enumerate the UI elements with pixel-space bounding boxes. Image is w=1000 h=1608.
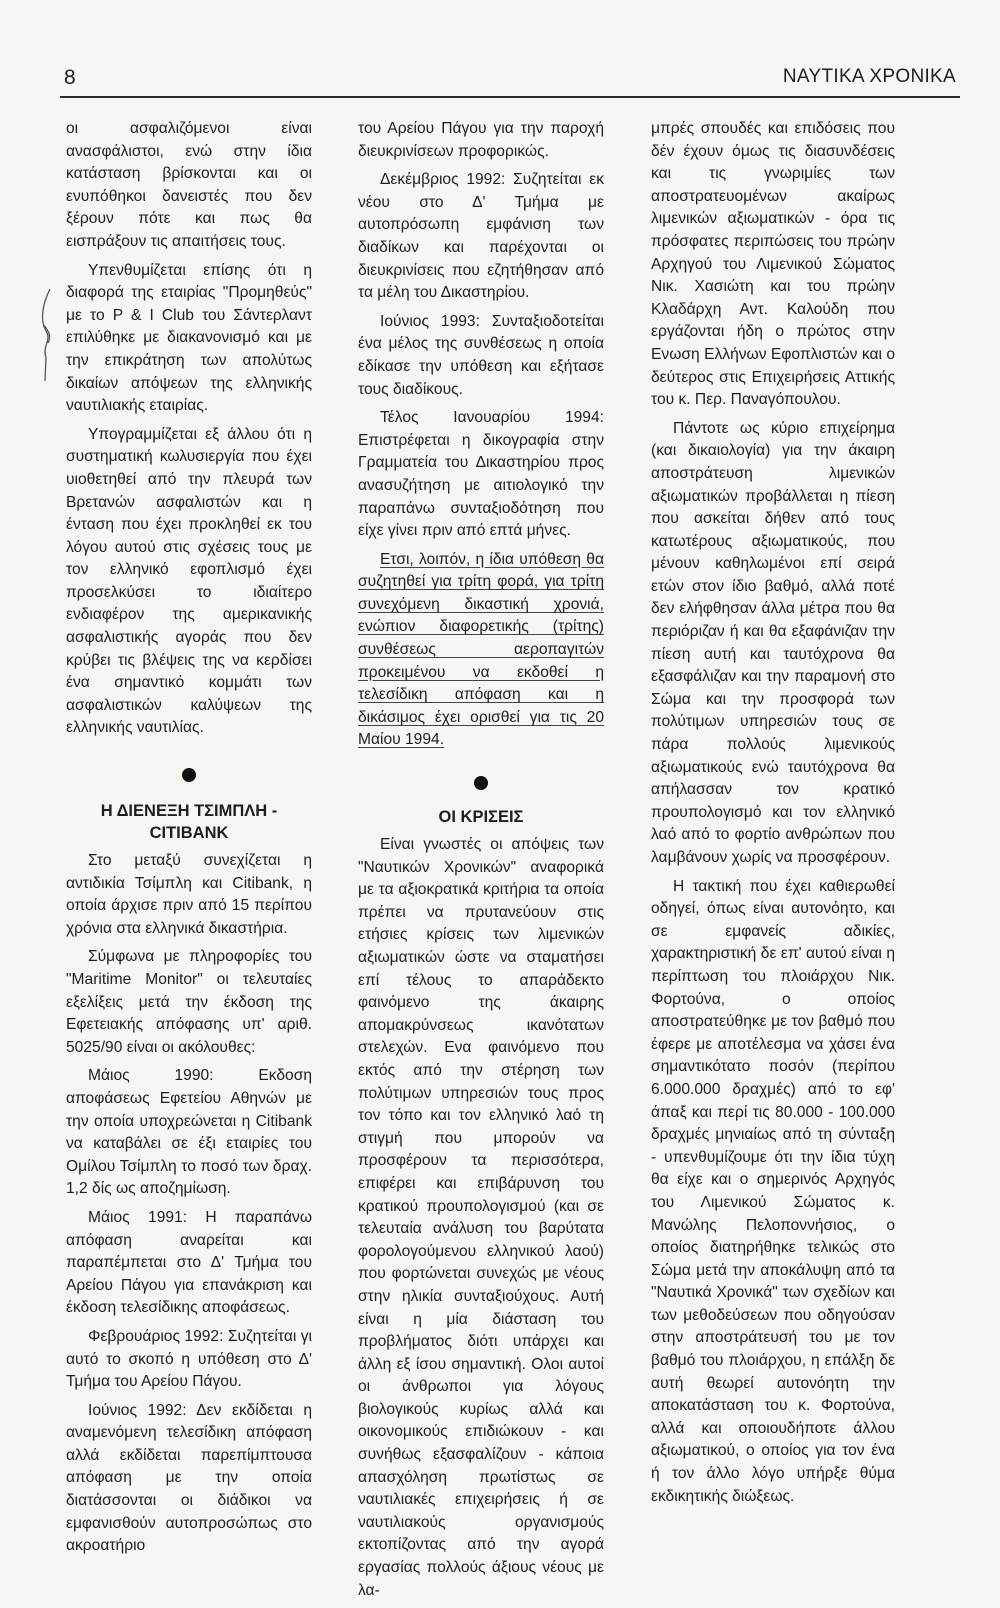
column-1 — [66, 118, 312, 1564]
running-head: ΝΑΥΤΙΚΑ ΧΡΟΝΙΚΑ — [782, 66, 956, 87]
paragraph: Τέλος Ιανουαρίου 1994: Επιστρέφεται η δικογραφία στην Γραμματεία του Δικαστηρίου προς ανασυζήτηση με αιτιολογικό την παραπάνω συνταξιοδότηση που είχε γίνει πριν από επτά μήνες. — [358, 409, 604, 540]
paragraph: Φεβρουάριος 1992: Συζητείται γι αυτό το σκοπό η υπόθεση στο Δ' Τμήμα του Αρείου Πάγου. — [66, 1327, 312, 1391]
paragraph: Στο μεταξύ συνεχίζεται η αντιδικία Τσίμπλη και Citibank, η οποία άρχισε πριν από 15 περίπου χρόνια στα ελληνικά δικαστήρια. — [66, 852, 312, 937]
paragraph: Μάιος 1990: Εκδοση αποφάσεως Εφετείου Αθηνών με την οποία υποχρεώνεται η Citibank να καταβάλει σε έξι εταιρίες του Ομίλου Τσίμπλη το ποσό των δραχ. 1,2 δίς ως αποζημίωση. — [66, 1067, 312, 1198]
paragraph: Πάντοτε ως κύριο επιχείρημα (και δικαιολογία) για την άκαιρη αποστράτευση λιμενικών αξιωματικών προβάλλεται η πίεση που ασκείται δήθεν από τους κατωτέρους αξιωματικούς, που μένουν καθηλωμένοι επί σειρά ετών στον ίδιο βαθμό, αλλά ποτέ δεν ελήφθησαν άλλα μέτρα που θα περιόριζαν ή και θα εξαφάνιζαν την πίεση αυτή και ταυτόχρονα θα εξασφάλιζαν και την παραμονή στο Σώμα και την προσφορά των πολύτιμων υπηρεσιών τους σε πάρα πολλούς λιμενικούς αξιωματικούς ενώ ταυτόχρονα θα απήλασσαν τον κρατικό προυπολογισμό και τον ελληνικό λαό από το φορτίο ανθρώπων που λαμβάνουν χωρίς να προσφέρουν. — [651, 419, 895, 866]
column-3 — [651, 118, 895, 1514]
paragraph: Υπενθυμίζεται επίσης ότι η διαφορά της εταιρίας "Προμηθεύς" με το P & I Club του Σάντερλαντ επιλύθηκε με διακανονισμό και με την επικράτηση των απολύτως δικαίων απόψεων της ελληνικής ναυτιλιακής εταιρίας. — [66, 261, 312, 415]
paragraph: Ιούνιος 1993: Συνταξιοδοτείται ένα μέλος της συνθέσεως η οποία εδίκασε την υπόθεση και εξήτασε τους διαδίκους. — [358, 312, 604, 398]
paragraph: Υπογραμμίζεται εξ άλλου ότι η συστηματική κωλυσιεργία που έχει υιοθετηθεί από την πλευρά των Βρετανών ασφαλιστών και η ένταση που έχει προκληθεί εκ του λόγου αυτού στις σχέσεις τους με τον ελληνικό εφοπλισμό έχει προσελκύσει το ιδιαίτερο ενδιαφέρον της αμερικανικής ασφαλιστικής αγοράς που δεν κρύβει τις βλέψεις της να κερδίσει ένα σημαντικό κομμάτι των ασφαλιστικών καλύψεων της ελληνικής ναυτιλίας. — [66, 425, 312, 737]
paragraph: Δεκέμβριος 1992: Συζητείται εκ νέου στο Δ' Τμήμα με αυτοπρόσωπη εμφάνιση των διαδίκων και παρέχονται οι διευκρινίσεις που εζητήθησαν από τα μέλη του Δικαστηρίου. — [358, 171, 604, 302]
section-title-krisis: ΟΙ ΚΡΙΣΕΙΣ — [438, 808, 524, 827]
page-number: 8 — [64, 66, 76, 89]
column-2 — [358, 118, 604, 1608]
paragraph: Η τακτική που έχει καθιερωθεί οδηγεί, όπως είναι αυτονόητο, και σε εμφανείς αδικίες, χαρακτηριστική δε επ' αυτού είναι η περίπτωση του πλοιάρχου Νικ. Φορτούνα, ο οποίος αποστρατεύθηκε με τον βαθμό που έφερε με αποτέλεσμα να χάσει ένα σημαντικότατο ποσόν (περίπου 6.000.000 δραχμές) από το εφ' άπαξ και περί τις 80.000 - 100.000 δραχμές μηνιαίως από τη σύνταξη - υπενθυμίζουμε ότι την ίδια τύχη θα είχε και ο σημερινός Αρχηγός του Λιμενικού Σώματος κ. Μανώλης Πελοποννήσιος, ο οποίος διατηρήθηκε τελικώς στο Σώμα μετά την αποκάλυψη από τα "Ναυτικά Χρονικά" των σχεδίων και των μεθοδεύσεων που οδηγούσαν στην αποστράτευσή του με τον βαθμό του πλοιάρχου, η επάλξη δε αυτή θεωρεί αυτονόητη την αποκατάσταση του κ. Φορτούνα, αλλά και οποιουδήποτε άλλου αξιωματικού, ο οποίος για τον ένα ή τον άλλο λόγο υπήρξε θύμα εκδικητικής διώξεως. — [651, 877, 895, 1505]
paragraph: Σύμφωνα με πληροφορίες του "Maritime Monitor" οι τελευταίες εξελίξεις μετά την έκδοση της Εφετειακής απόφασης υπ' αριθ. 5025/90 είναι οι ακόλουθες: — [66, 948, 312, 1056]
paragraph: Μάιος 1991: Η παραπάνω απόφαση αναρείται και παραπέμπεται στο Δ' Τμήμα του Αρείου Πάγου για επανάκριση και έκδοση τελεσίδικης αποφάσεως. — [66, 1208, 312, 1317]
paragraph: οι ασφαλιζόμενοι είναι ανασφάλιστοι, ενώ στην ίδια κατάσταση βρίσκονται και οι ενυπόθηκοι δανειστές που δεν ξέρουν πότε και πως θα εισπράξουν τις απαιτήσεις τους. — [66, 120, 312, 250]
section-bullet — [474, 776, 488, 790]
paragraph: Ιούνιος 1992: Δεν εκδίδεται η αναμενόμενη τελεσίδικη απόφαση αλλά εκδίδεται παρεπίμπτουσα απόφαση με την οποία διατάσσονται οι διάδικοι να εμφανισθούν αυτοπροσώπως στο ακροατήριο — [66, 1401, 312, 1555]
paragraph-underlined: Ετσι, λοιπόν, η ίδια υπόθεση θα συζητηθεί για τρίτη φορά, για τρίτη συνεχόμενη δικαστική χρονιά, ενώπιον διαφορετικής (τρίτης) συνθέσεως αεροπαγιτών προκειμένου να εκδοθεί η τελεσίδικη απόφαση και η δικάσιμος έχει ορισθεί για τις 20 Μαίου 1994. — [358, 550, 604, 749]
paragraph: του Αρείου Πάγου για την παροχή διευκρινίσεων προφορικώς. — [358, 120, 604, 160]
header-rule — [60, 96, 960, 98]
paragraph: μπρές σπουδές και επιδόσεις που δέν έχουν όμως τις διασυνδέσεις και τις γνωριμίες των αποστρατευομένων ακαίρως λιμενικών αξιωματικών - όρα τις πρόσφατες περιπώσεις του πρώην Αρχηγού του Λιμενικού Σώματος Νικ. Χασιώτη και του πρώην Κλαδάρχη Αντ. Καλούδη που εργάζονται ήδη ο πρώτος στην Ενωση Ελλήνων Εφοπλιστών και ο δεύτερος στις Επιχειρήσεις Αττικής του κ. Περ. Παναγόπουλου. — [651, 120, 895, 409]
paragraph: Είναι γνωστές οι απόψεις των "Ναυτικών Χρονικών" αναφορικά με τα αξιοκρατικά κριτήρια τα οποία πρέπει να πρυτανεύουν στις ετήσιες κρίσεις των λιμενικών αξιωματικών ώστε να σταματήσει επί τέλους το απαράδεκτο φαινόμενο της άκαιρης απομακρύνσεως ικανότατων στελεχών. Ενα φαινόμενο που εκτός από την στέρηση των πολύτιμων υπηρεσιών τους προς τον τόπο και τον ελληνικό λαό τη στιγμή που μπορούν να προσφέρουν τα περισσότερα, επιφέρει και επιβάρυνση του κρατικού προυπολογισμού (και σε τελευταία ανάλυση του βαρύτατα φορολογούμενου ελληνικού λαού) που φορτώνεται συνεχώς με νέους στην ηλικία συνταξιούχους. Αυτή είναι η μία διάσταση του προβλήματος διότι υπάρχει και άλλη εξ ίσου σημαντική. Ολοι αυτοί οι άνθρωποι για λόγους βιολογικούς κυρίως αλλά και οικονομικούς επιδιώκουν - και συνήθως εξασφαλίζουν - κάποια απασχόληση πρωτίστως σε ναυτιλιακές επιχειρήσεις ή σε ναυτιλιακούς οργανισμούς εκτοπίζοντας από την αγορά εργασίας πολλούς άξιους νέους με λα- — [358, 836, 604, 1599]
section-title-tsimpli-citibank: Η ΔΙΕΝΕΞΗ ΤΣΙΜΠΛΗ - CITIBANK — [100, 802, 278, 843]
section-bullet — [182, 768, 196, 782]
handwritten-margin-mark — [36, 285, 56, 385]
